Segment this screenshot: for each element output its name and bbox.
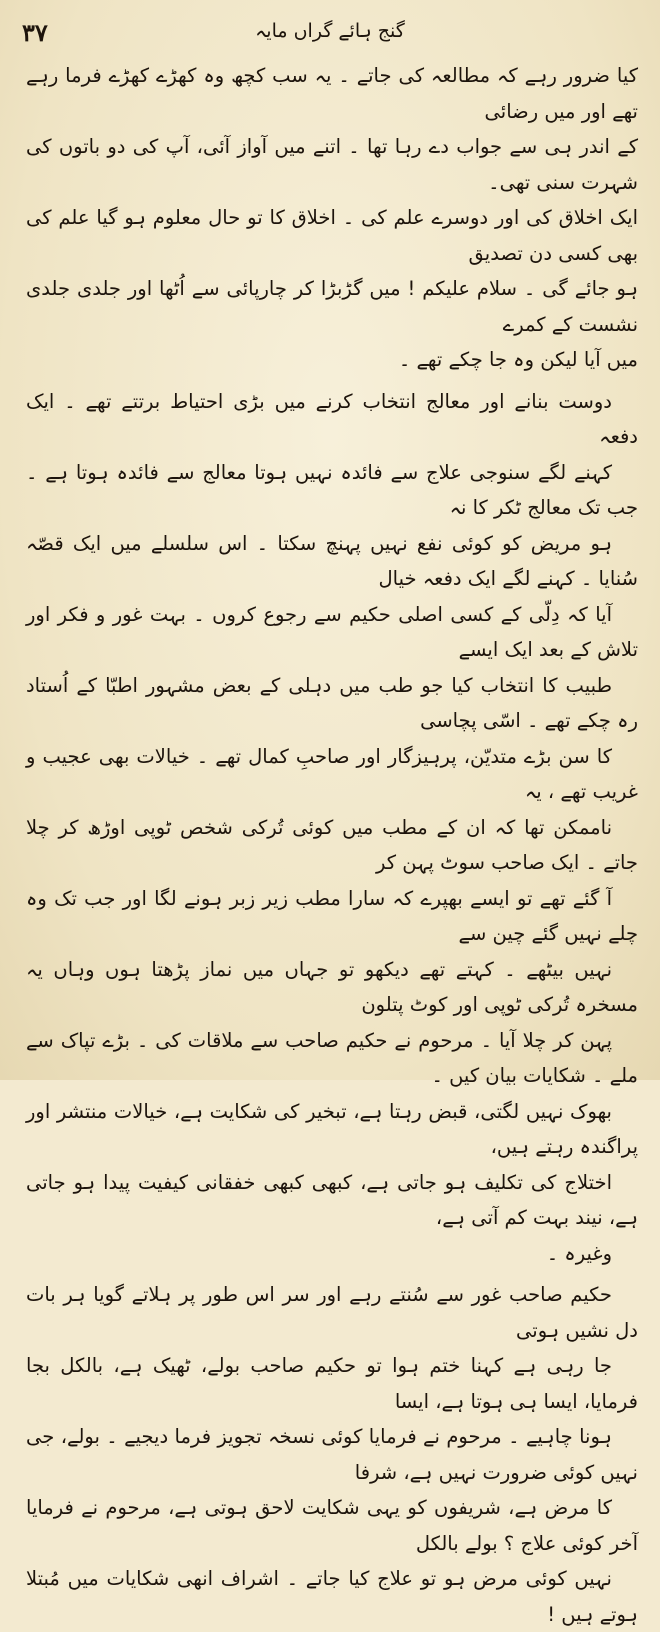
text-line: کہنے لگے سنوجی علاج سے فائدہ نہیں ہوتا معالج سے فائدہ ہوتا ہے ۔ جب تک معالج ٹکر کا نہ bbox=[26, 460, 638, 519]
text-line: نہیں کوئی مرض ہو تو علاج کیا جاتے ۔ اشراف انھی شکایات میں مُبتلا ہوتے ہیں ! bbox=[26, 1567, 638, 1626]
text-line: آ گئے تھے تو ایسے بھپرے کہ سارا مطب زیر زبر ہونے لگا اور جب تک وہ چلے نہیں گئے چین سے bbox=[26, 886, 638, 945]
paragraph bbox=[26, 58, 638, 378]
text-line: بھوک نہیں لگتی، قبض رہتا ہے، تبخیر کی شکایت ہے، خیالات منتشر اور پراگندہ رہتے ہیں، bbox=[26, 1099, 638, 1158]
text-line: ناممکن تھا کہ ان کے مطب میں کوئی تُرکی شخص ٹوپی اوڑھ کر چلا جاتے ۔ ایک صاحب سوٹ پہن کر bbox=[26, 815, 638, 874]
text-line: حکیم صاحب غور سے سُنتے رہے اور سر اس طور پر ہلاتے گویا ہر بات دل نشیں ہوتی bbox=[26, 1283, 638, 1342]
text-line: نہیں بیٹھے ۔ کہتے تھے دیکھو تو جہاں میں نماز پڑھتا ہوں وہاں یہ مسخرہ تُرکی ٹوپی اور کوٹ پتلون bbox=[26, 957, 638, 1016]
text-line: آیا کہ دِلّی کے کسی اصلی حکیم سے رجوع کروں ۔ بہت غور و فکر اور تلاش کے بعد ایک ایسے bbox=[26, 602, 638, 661]
text-line: میں آیا لیکن وہ جا چکے تھے ۔ bbox=[398, 348, 638, 371]
paragraph bbox=[26, 384, 638, 1272]
text-line: ایک اخلاق کی اور دوسرے علم کی ۔ اخلاق کا تو حال معلوم ہو گیا علم کی بھی کسی دن تصدیق bbox=[26, 206, 638, 265]
text-line: ہو جائے گی ۔ سلام علیکم ! میں گڑبڑا کر چارپائی سے اُٹھا اور جلدی جلدی نشست کے کمرے bbox=[26, 277, 638, 336]
text-line: کیا ضرور رہے کہ مطالعہ کی جاتے ۔ یہ سب کچھ وہ کھڑے کھڑے فرما رہے تھے اور میں رضائی bbox=[26, 64, 638, 123]
page-header bbox=[0, 14, 660, 54]
text-line: دوست بنانے اور معالج انتخاب کرنے میں بڑی احتیاط برتتے تھے ۔ ایک دفعہ bbox=[26, 389, 638, 448]
text-line: کا سن بڑے متدیّن، پرہیزگار اور صاحبِ کمال تھے ۔ خیالات بھی عجیب و غریب تھے ، یہ bbox=[26, 744, 638, 803]
text-line: کے اندر ہی سے جواب دے رہا تھا ۔ اتنے میں آواز آئی، آپ کی دو باتوں کی شہرت سنی تھی۔ bbox=[26, 135, 638, 194]
text-line: ہونا چاہیے ۔ مرحوم نے فرمایا کوئی نسخہ تجویز فرما دیجیے ۔ بولے، جی نہیں کوئی ضرورت نہیں ہے، شرفا bbox=[26, 1425, 638, 1484]
text-line: کا مرض ہے، شریفوں کو یہی شکایت لاحق ہوتی ہے، مرحوم نے فرمایا آخر کوئی علاج ؟ بولے بالکل bbox=[26, 1496, 638, 1555]
text-line: اختلاج کی تکلیف ہو جاتی ہے، کبھی کبھی خفقانی کیفیت پیدا ہو جاتی ہے، نیند بہت کم آتی ہے، bbox=[26, 1170, 638, 1229]
text-line: طبیب کا انتخاب کیا جو طب میں دہلی کے بعض مشہور اطبّا کے اُستاد رہ چکے تھے ۔ اسّی پچاسی bbox=[26, 673, 638, 732]
paragraph bbox=[26, 1277, 638, 1632]
text-line: جا رہی ہے کہنا ختم ہوا تو حکیم صاحب بولے، ٹھیک ہے، بالکل بجا فرمایا، ایسا ہی ہوتا ہے، ایسا bbox=[26, 1354, 638, 1413]
body-text bbox=[26, 58, 638, 1632]
page-number: ٣٧ bbox=[22, 18, 48, 47]
text-line: پہن کر چلا آیا ۔ مرحوم نے حکیم صاحب سے ملاقات کی ۔ بڑے تپاک سے ملے ۔ شکایات بیان کیں ۔ bbox=[26, 1028, 638, 1087]
text-line: ہو مریض کو کوئی نفع نہیں پہنچ سکتا ۔ اس سلسلے میں ایک قصّہ سُنایا ۔ کہنے لگے ایک دفعہ خیال bbox=[26, 531, 638, 590]
text-line: وغیرہ ۔ bbox=[546, 1241, 612, 1265]
running-title: گنج ہائے گراں مایہ bbox=[255, 20, 405, 42]
